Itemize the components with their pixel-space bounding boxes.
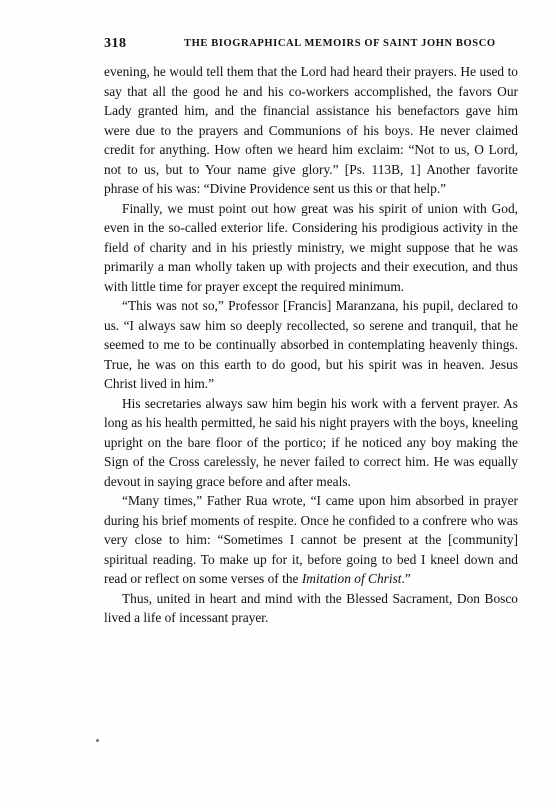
paragraph [104, 491, 518, 589]
running-head: THE BIOGRAPHICAL MEMOIRS OF SAINT JOHN BOSCO [184, 38, 496, 49]
paragraph-text: “Many times,” Father Rua wrote, “I came upon him absorbed in prayer during his brief moments of respite. Once he confided to a confrere who was very close to him: “Sometimes I cannot be present at the [community] spiritual reading. To make up for it, before going to bed I kneel down and read or reflect on some verses of the [104, 493, 518, 586]
paragraph: His secretaries always saw him begin his work with a fervent prayer. As long as his health permitted, he said his night prayers with the boys, kneeling upright on the bare floor of the portico; if he noticed any boy making the Sign of the Cross carelessly, he never failed to correct him. He was equally devout in saying grace before and after meals. [104, 395, 518, 489]
book-title-italic: Imitation of Christ [301, 571, 402, 586]
page-number: 318 [104, 36, 127, 51]
page-header [104, 36, 516, 54]
scan-speck [96, 739, 99, 742]
body-text [104, 62, 518, 628]
paragraph: Thus, united in heart and mind with the Blessed Sacrament, Don Bosco lived a life of incessant prayer. [104, 590, 518, 625]
paragraph: Finally, we must point out how great was his spirit of union with God, even in the so-called exterior life. Considering his prodigious activity in the field of charity and in his priestly ministry, we might suppose that he was primarily a man wholly taken up with projects and their execution, and thus with little time for prayer except the required minimum. [104, 200, 518, 294]
paragraph-text: .” [401, 571, 411, 586]
paragraph: evening, he would tell them that the Lord had heard their prayers. He used to say that all the good he and his co-workers accomplished, the favors Our Lady granted him, and the financial assistance his benefactors gave him were due to the prayers and Communions of his boys. He never claimed credit for anything. How often we heard him exclaim: “Not to us, O Lord, not to us, but to Your name give glory.” [Ps. 113B, 1] Another favorite phrase of his was: “Divine Providence sent us this or that help.” [104, 64, 518, 196]
paragraph: “This was not so,” Professor [Francis] Maranzana, his pupil, declared to us. “I always saw him so deeply recollected, so serene and tranquil, that he seemed to me to be continually absorbed in contemplating heavenly things. True, he was on this earth to do good, but his spirit was in heaven. Jesus Christ lived in him.” [104, 298, 518, 391]
